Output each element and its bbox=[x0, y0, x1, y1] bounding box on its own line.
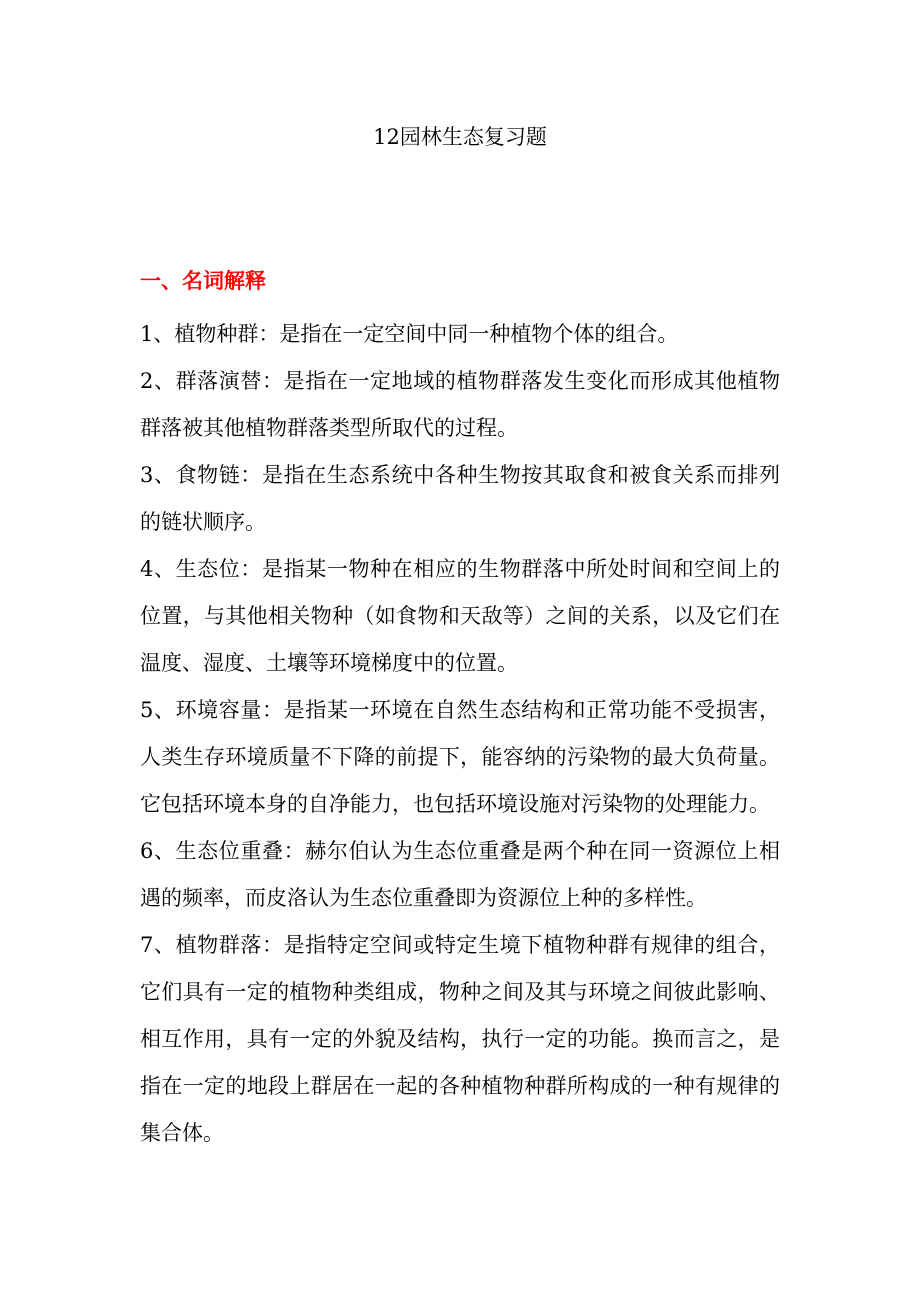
term-definition: 4、生态位：是指某一物种在相应的生物群落中所处时间和空间上的位置，与其他相关物种（如食物和天敌等）之间的关系，以及它们在温度、湿度、土壤等环境梯度中的位置。 bbox=[140, 557, 780, 675]
term-list bbox=[140, 311, 780, 1157]
term-definition: 7、植物群落：是指特定空间或特定生境下植物种群有规律的组合，它们具有一定的植物种类组成，物种之间及其与环境之间彼此影响、相互作用，具有一定的外貌及结构，执行一定的功能。换而言之，是指在一定的地段上群居在一起的各种植物种群所构成的一种有规律的集合体。 bbox=[140, 933, 780, 1145]
term-definition: 5、环境容量：是指某一环境在自然生态结构和正常功能不受损害，人类生存环境质量不下降的前提下，能容纳的污染物的最大负荷量。它包括环境本身的自净能力，也包括环境设施对污染物的处理能力。 bbox=[140, 698, 780, 816]
document-title: 12园林生态复习题 bbox=[373, 125, 547, 149]
term-definition: 1、植物种群：是指在一定空间中同一种植物个体的组合。 bbox=[140, 322, 679, 346]
section-heading: 一、名词解释 bbox=[140, 268, 266, 293]
term-definition: 3、食物链：是指在生态系统中各种生物按其取食和被食关系而排列的链状顺序。 bbox=[140, 463, 780, 534]
term-definition: 6、生态位重叠：赫尔伯认为生态位重叠是两个种在同一资源位上相遇的频率，而皮洛认为生态位重叠即为资源位上种的多样性。 bbox=[140, 839, 780, 910]
term-definition: 2、群落演替：是指在一定地域的植物群落发生变化而形成其他植物群落被其他植物群落类型所取代的过程。 bbox=[140, 369, 780, 440]
